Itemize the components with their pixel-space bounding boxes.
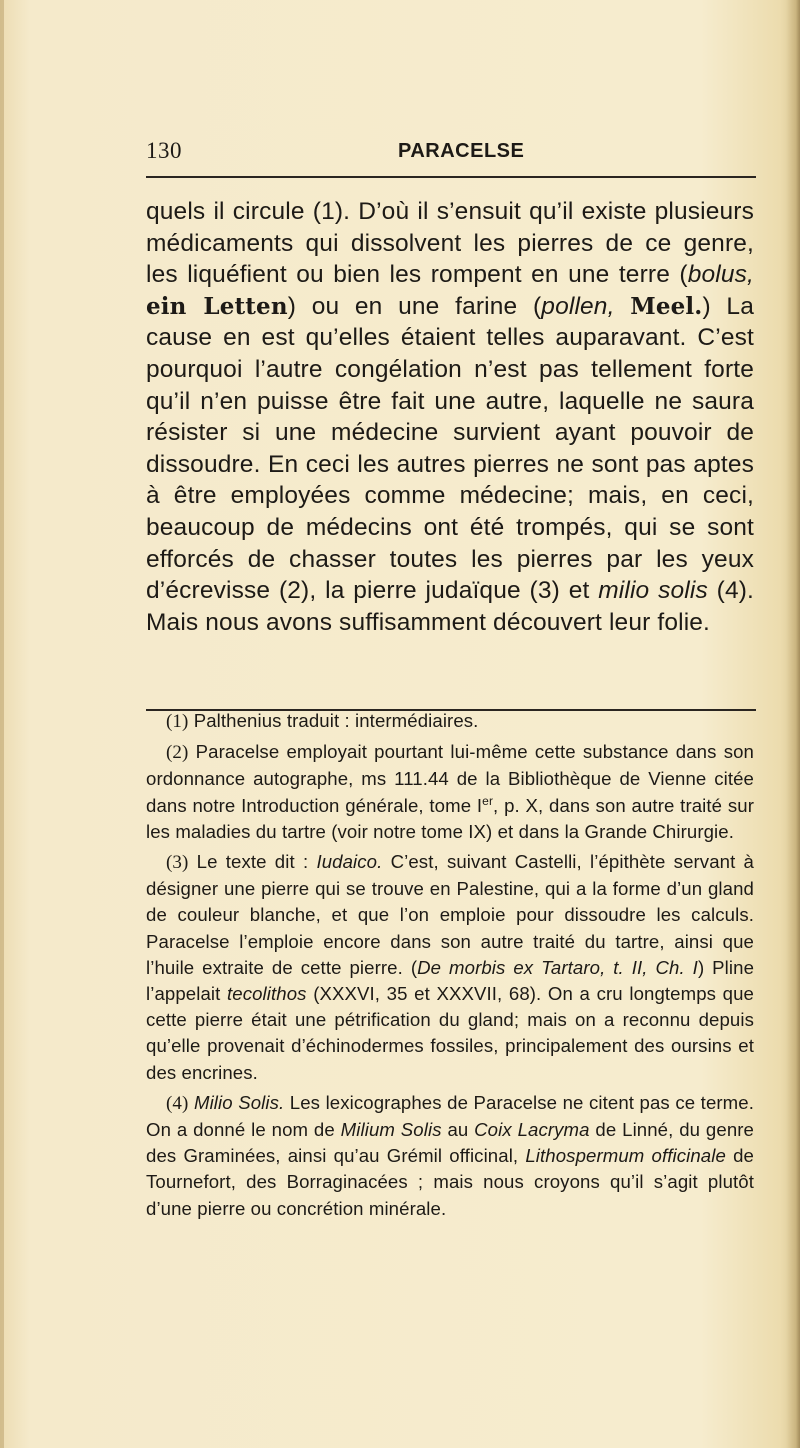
footnote-text: ) Pline l’appelait [146,956,755,1005]
footnote-italic-milio-solis: Milio Solis. [188,1091,285,1113]
footnote-1 [146,708,754,735]
body-text-segment: quels il circule (1). D’où il s’ensuit qu’il existe plusieurs médicaments qui dissolvent les pierres de ce genre, les liquéfient ou bien les rompent en une terre ( [146,198,754,289]
footnote-number: (3) [166,852,189,874]
footnote-text: de Linné, du genre des Graminées, ainsi qu’au Grémil officinal, [146,1119,754,1167]
body-italic-pollen: pollen, [541,292,615,320]
running-header [146,138,756,172]
footnote-text: Les lexicographes de Paracelse ne citent pas ce terme. On a donné le nom de [146,1091,754,1141]
body-fraktur-meel: Meel. [630,292,703,320]
body-italic-bolus: bolus, [687,261,754,289]
footnote-text: C’est, suivant Castelli, l’épithète servant à désigner une pierre qui se trouve en Palestine, qui a la forme d’un gland de couleur blanche, et que l’on emploie pour dissoudre les calculs. Paracelse l’emploie encore dans son autre traité du tartre, ainsi que l’huile extraite de cette pierre. ( [146,851,754,978]
footnote-text: Le texte dit : [188,851,317,873]
footnote-3 [146,849,754,1086]
footnotes [146,708,754,1226]
header-rule [146,176,756,178]
footnote-text: Palthenius traduit : intermédiaires. [188,710,479,731]
footnote-text: , p. X, dans son autre traité sur les maladies du tartre (voir notre tome IX) et dans la Grande Chirurgie. [146,794,754,842]
footnote-italic-tecolithos: tecolithos [227,983,307,1005]
footnote-text: Paracelse employait pourtant lui-même cette substance dans son ordonnance autographe, ms 111.44 de la Bibliothèque de Vienne citée dans notre Introduction générale, tome I [146,741,754,816]
footnote-number: (1) [166,711,189,732]
page-left-edge [0,0,4,1448]
footnote-text: au [441,1119,475,1141]
body-fraktur-letten: ein Letten [146,292,288,320]
footnote-italic-coix-lacryma: Coix Lacryma [474,1119,590,1141]
footnote-2 [146,739,754,845]
superscript-er: er [482,793,494,808]
footnote-text: (XXXVI, 35 et XXXVII, 68). On a cru longtemps que cette pierre était une pétrification du gland; mais on a reconnu depuis qu’elle provenait d’échinodermes fossiles, principalement des oursins et des encrines. [146,983,754,1083]
running-title: PARACELSE [398,140,525,162]
footnote-italic-de-morbis: De morbis ex Tartaro, t. II, Ch. I [417,956,698,978]
footnote-italic-milium-solis: Milium Solis [340,1119,442,1141]
footnote-number: (4) [166,1092,189,1114]
body-italic-milio-solis: milio solis [598,577,708,605]
footnote-4 [146,1090,754,1222]
main-paragraph [146,196,754,638]
page-number: 130 [146,138,182,163]
footnote-italic-iudaico: Iudaico. [316,851,383,873]
footnote-number: (2) [166,742,189,764]
body-text-segment: ) ou en une farine ( [287,292,542,320]
footnote-text: de Tournefort, des Borraginacées ; mais nous croyons qu’il s’agit plutôt d’une pierre ou concrétion minérale. [146,1145,754,1219]
body-text-segment: (4). Mais nous avons suffisamment découvert leur folie. [146,577,754,636]
body-text-segment: ) La cause en est qu’elles étaient telles auparavant. C’est pourquoi l’autre congélation n’est pas tellement forte qu’il n’en puisse être fait une autre, laquelle ne saura résister si une médecine survient ayant pouvoir de dissoudre. En ceci les autres pierres ne sont pas aptes à être employées comme médecine; mais, en ceci, beaucoup de médecins ont été trompés, qui se sont efforcés de chasser toutes les pierres par les yeux d’écrevisse (2), la pierre judaïque (3) et [146,292,754,605]
page-right-edge [786,0,800,1448]
footnote-italic-lithospermum: Lithospermum officinale [525,1145,726,1167]
